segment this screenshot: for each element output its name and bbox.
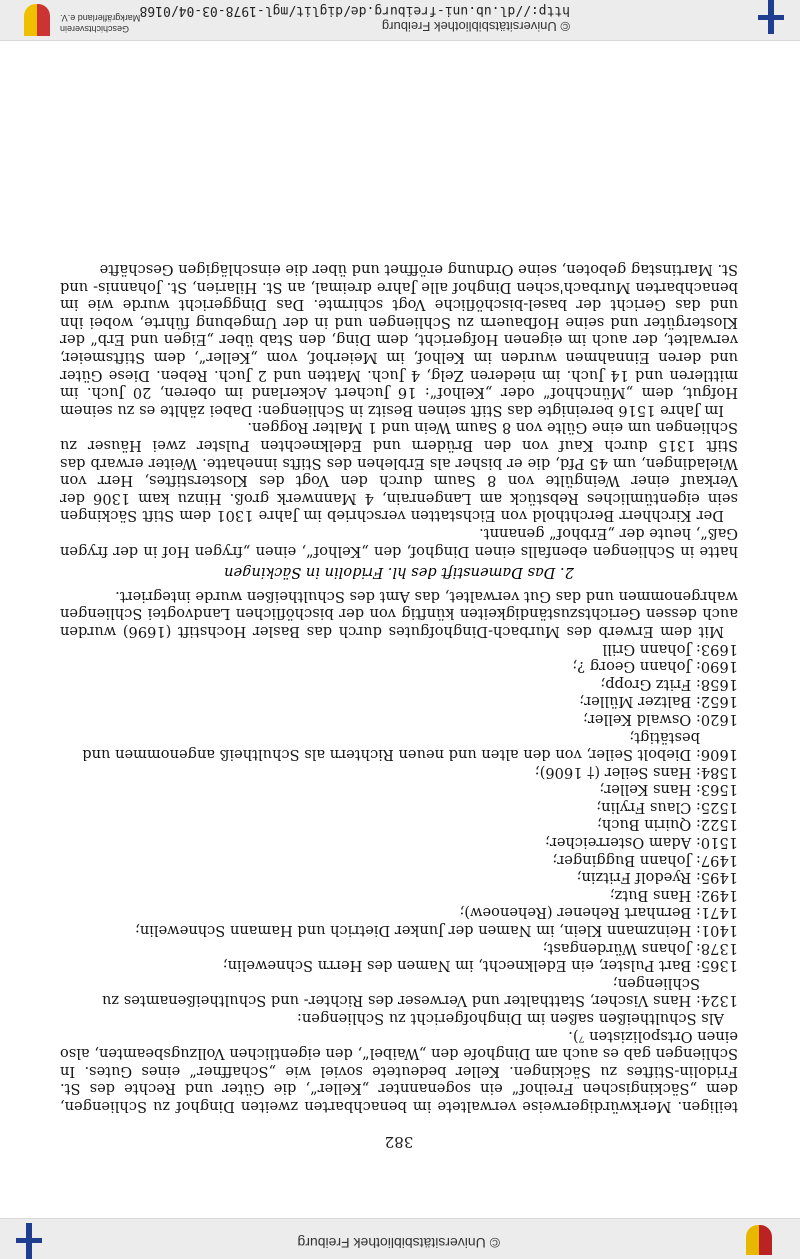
list-item: 1495: Ryedolf Fritzin; bbox=[576, 869, 738, 887]
list-item: 1693: Johann Grill bbox=[602, 640, 738, 658]
list-item: 1510: Adam Osterreicher; bbox=[544, 834, 738, 852]
list-item: 1652: Baltzer Müller; bbox=[579, 693, 738, 711]
copyright-text: © Universitätsbibliothek Freiburg bbox=[381, 19, 570, 34]
society-logo[interactable] bbox=[20, 2, 54, 36]
list-item: 1584: Hans Seiler († 1606); bbox=[534, 763, 738, 781]
ub-freiburg-logo-icon[interactable] bbox=[14, 1223, 44, 1259]
society-logo[interactable] bbox=[682, 1223, 772, 1255]
top-toolbar bbox=[0, 1218, 800, 1259]
list-item: 1365: Bart Pulster, ein Edelknecht, im Namen des Herrn Schnewelin; bbox=[222, 957, 738, 975]
list-item: 1522: Quirin Buch; bbox=[596, 816, 738, 834]
list-item: 1497: Johann Bugginger; bbox=[552, 851, 738, 869]
crest-icon bbox=[746, 1225, 772, 1255]
section-heading: 2. Das Damenstift des hl. Fridolin in Säckingen bbox=[224, 564, 574, 582]
paragraph: Mit dem Erwerb des Murbach-Dinghofgutes durch das Basler Hochstift (1696) wurden auch dessen Gerichtszuständigkeiten künftig von der bischöflichen Landvogtei Schliengen wahrgenommen und das Gut verwaltet, das Amt des Schultheißen wurde integriert. bbox=[60, 587, 738, 640]
paragraph: Im Jahre 1516 bereinigte das Stift seinen Besitz in Schliengen: Dabei zählte es zu seinem Hofgut, dem „Münchhof“ oder „Kelhof“: 16 Juchert Ackerland im oberen, 20 Juch. im mittleren und 14 Juch. im niederen Zelg, 4 Juch. Matten und 2 Juch. Reben. Diese Güter und deren Einnahmen wurden im Kelhof, im Meierhof, vom „Keller“, dem Stiftsmeier, verwaltet, der auch im eigenen Hofgericht, dem Ding, den Stab über „Eigen und Erb“ der Klostergüter und seine Hofbauern zu Schliengen und in der Umgebung führte, wobei ihn und das Gericht der basel-bischöfliche Vogt schirmte. Das Dinggericht wurde wie im benachbarten Murbach'schen Dinghof alle Jahre dreimal, an St. Hilarien, St. Johannis- und St. Martinstag geboten, seine Ordnung eröffnet und über die einschlägigen Geschäfte bbox=[60, 261, 738, 419]
list-item: 1525: Claus Frylin; bbox=[596, 798, 738, 816]
paragraph: Der Kirchherr Berchthold von Eichstatten verschrieb im Jahre 1301 dem Stift Säckingen sein eigentümliches Rebstück am Langenrain, 4 Mannwerk groß. Hinzu kam 1306 der Verkauf einer Weingülte von 8 Saum durch den Vogt des Klosterstiftes, Herr von Wieladingen, um 45 Pfd, die er bisher als Erblehen des Stifts innehatte. Weiter erwarb das Stift 1315 durch Kauf von den Brüdern und Edelknechten Pulster zwei Häuser zu Schliengen um eine Gülte von 8 Saum Wein und 1 Malter Roggen. bbox=[60, 419, 738, 525]
document-page bbox=[60, 261, 738, 1152]
list-item: 1620: Oswald Keller; bbox=[582, 710, 738, 728]
list-item: 1324: Hans Vischer, Statthalter und Verweser des Richter- und Schultheißenamtes zu Schliengen; bbox=[102, 974, 738, 1010]
list-item: 1492: Hans Butz; bbox=[609, 886, 738, 904]
paragraph: Als Schultheißen saßen im Dinghofgericht zu Schliengen: bbox=[296, 1010, 724, 1028]
list-item: 1563: Hans Keller; bbox=[599, 781, 738, 799]
list-item: 1471: Bernhart Rehener (Rehenoew); bbox=[459, 904, 738, 922]
society-name-line: Geschichtsverein bbox=[60, 24, 130, 34]
toolbar-copyright-top: © Universitätsbibliothek Freiburg bbox=[297, 1235, 500, 1251]
page-number: 382 bbox=[384, 1133, 414, 1151]
permalink-url[interactable]: http://dl.ub.uni-freiburg.de/diglit/mgl-1978-03-04/0168 bbox=[139, 3, 570, 18]
list-item: 1690: Johann Georg ?; bbox=[572, 658, 738, 676]
list-item: 1606: Diebolt Seiler, von den alten und neuen Richtern als Schultheiß angenommen und bestätigt; bbox=[82, 728, 738, 764]
ub-freiburg-logo-icon[interactable] bbox=[756, 0, 786, 34]
society-name bbox=[60, 12, 160, 34]
bottom-toolbar bbox=[0, 0, 800, 41]
society-name-line: Markgräflerland e.V. bbox=[60, 13, 141, 23]
crest-icon bbox=[24, 4, 50, 36]
paragraph: hatte in Schliengen ebenfalls einen Dinghof, den „Kelhof“, einen „frygen Hof in der frygen Gaß“, heute der „Erbhof“ genannt. bbox=[60, 525, 738, 560]
list-item: 1401: Heinzmann Klein, im Namen der Junker Dietrich und Hamann Schnewelin; bbox=[134, 922, 738, 940]
officials-list bbox=[60, 640, 738, 1009]
paragraph: teiligen. Merkwürdigerweise verwaltete im benachbarten zweiten Dinghof zu Schliengen, dem „Säckingischen Freihof“ ein sogenannter „Keller“, die Güter und Rechte des St. Fridolin-Stiftes zu Säckingen. Keller bedeutete soviel wie „Schaffner“ eines Gutes. In Schliengen gab es auch am Dinghofe den „Waibel“, den eigentlichen Vollzugsbeamten, also einen Ortspolizisten ⁷). bbox=[60, 1027, 738, 1115]
list-item: 1378: Johans Würdengast; bbox=[542, 939, 738, 957]
list-item: 1658: Fritz Gropp; bbox=[600, 675, 738, 693]
